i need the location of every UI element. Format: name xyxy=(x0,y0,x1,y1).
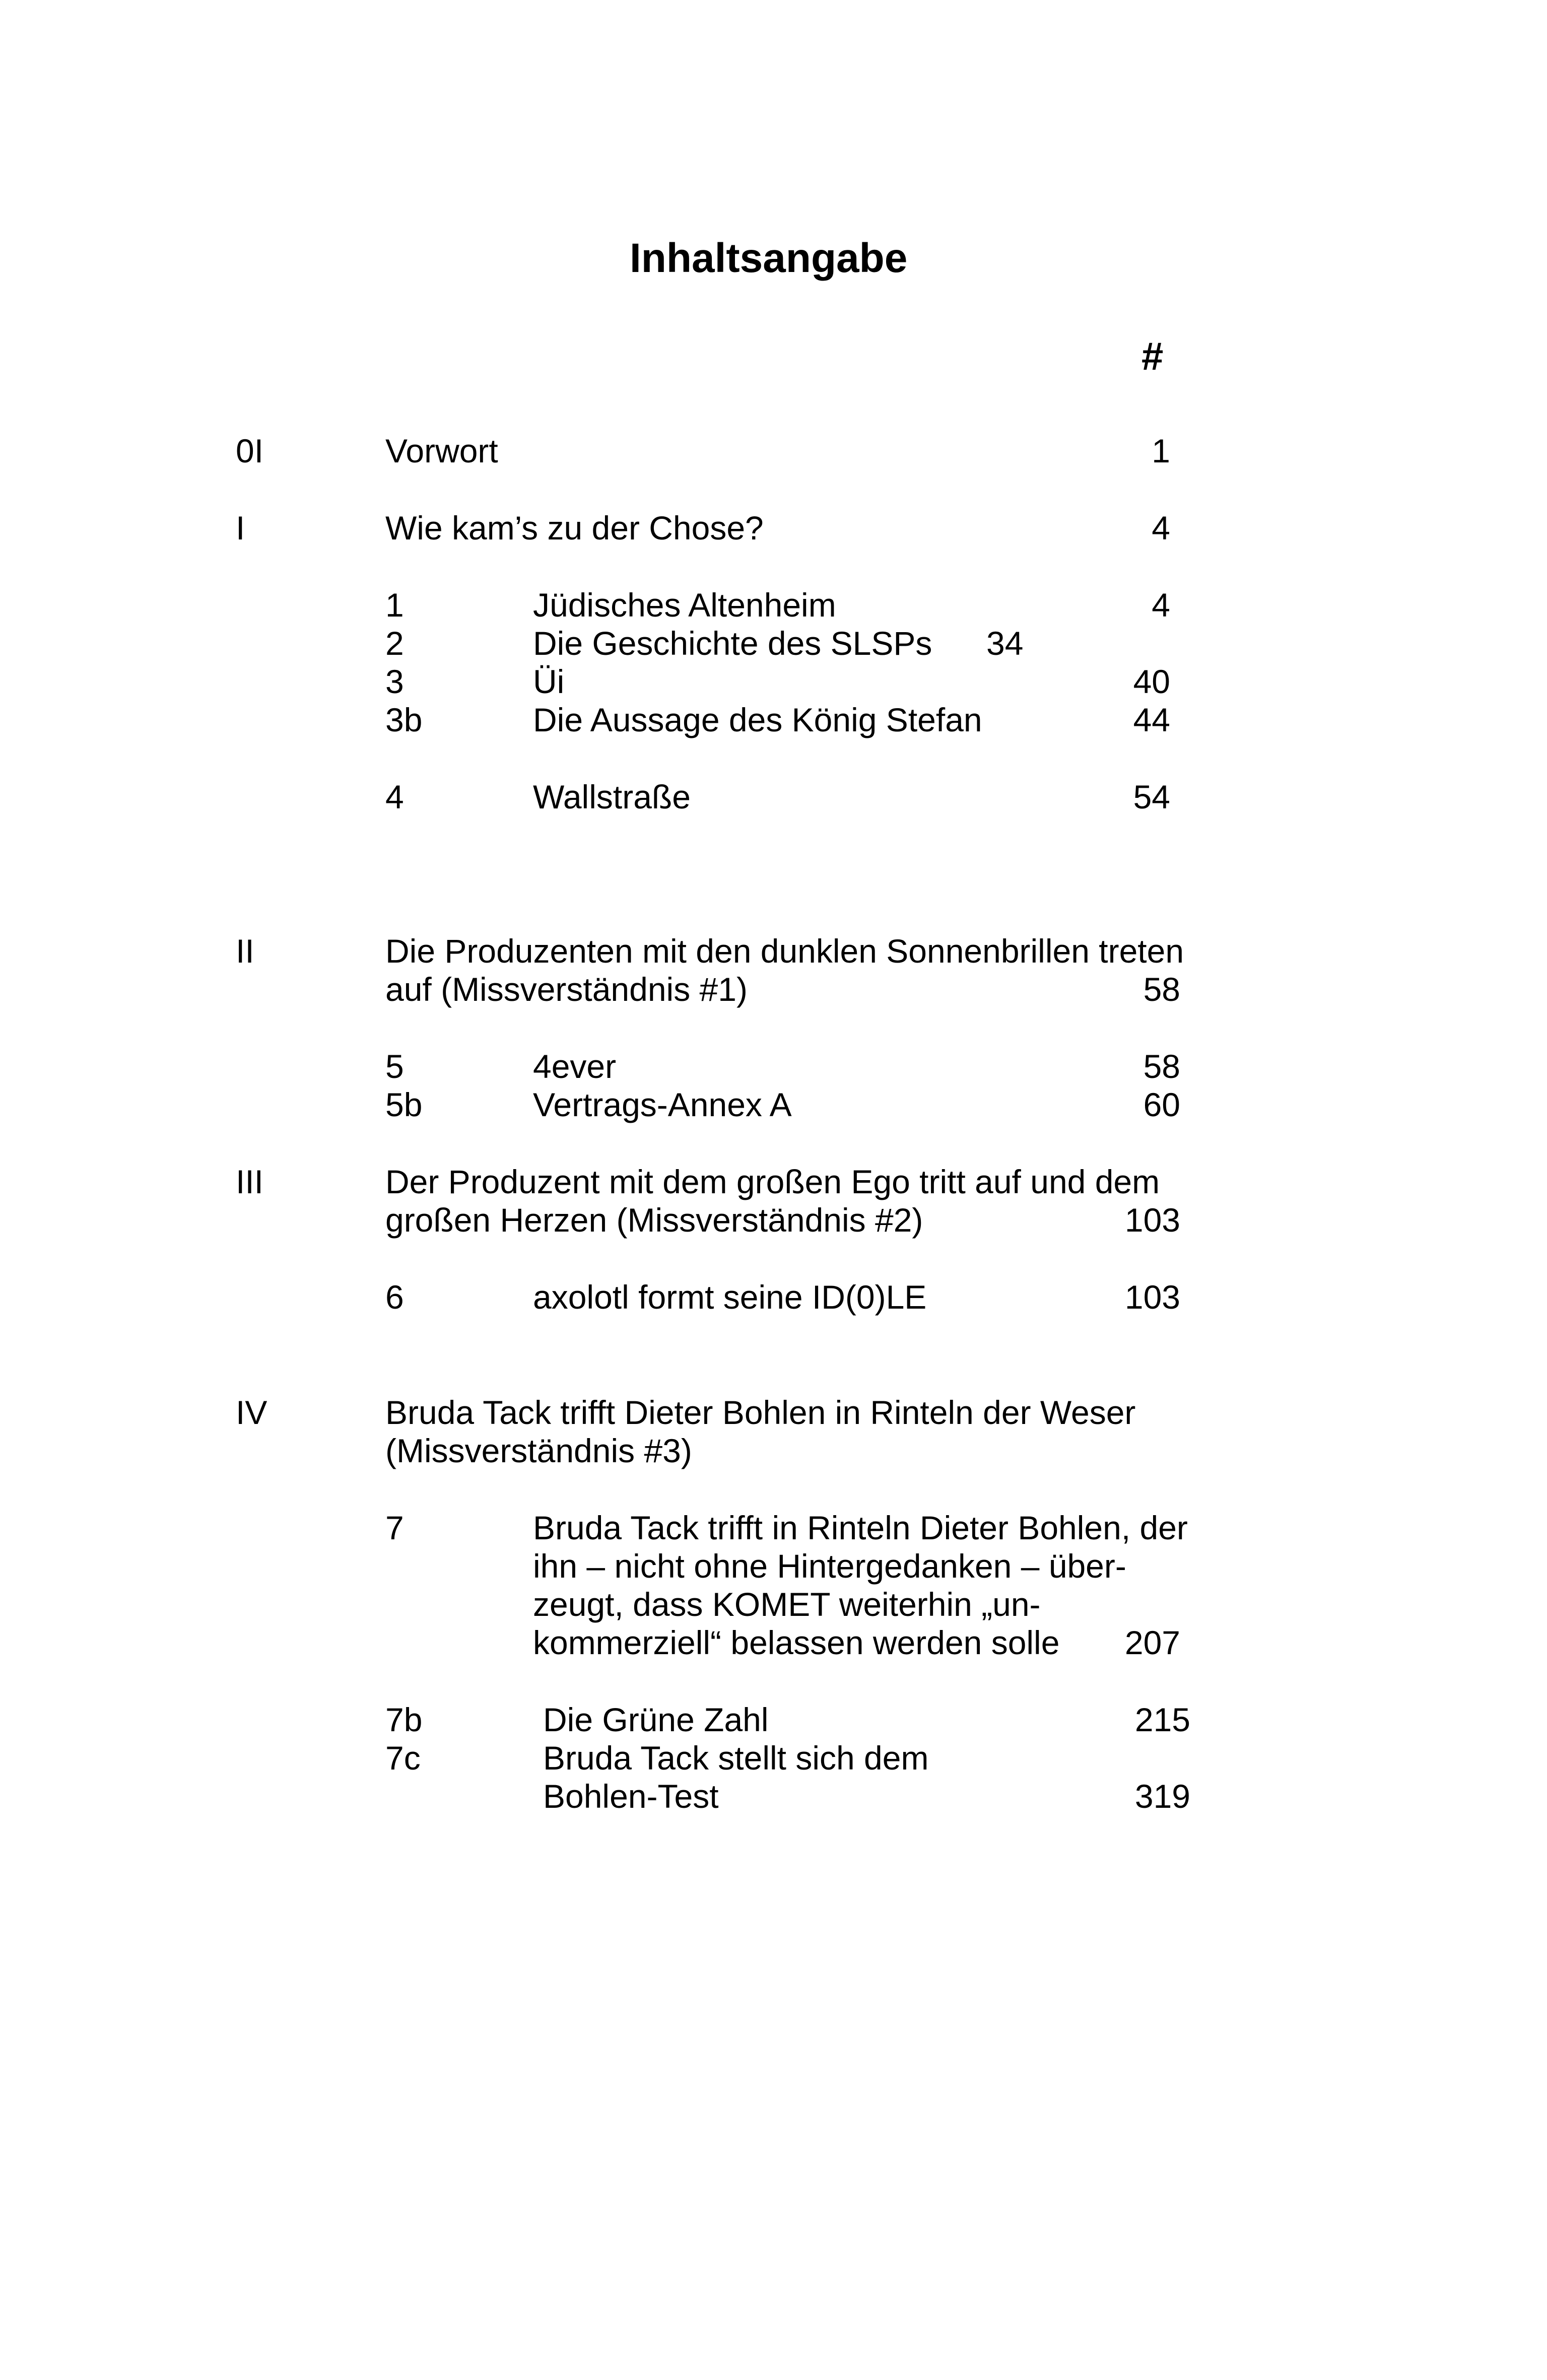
section-page-number: 58 xyxy=(1143,1048,1180,1085)
section-title: axolotl formt seine ID(0)LE xyxy=(533,1278,927,1316)
section-number: 5b xyxy=(385,1086,423,1123)
section-title-line: zeugt, dass KOMET weiterhin „un- xyxy=(533,1586,1041,1623)
chapter-title-line: (Missverständnis #3) xyxy=(385,1432,692,1469)
chapter-label: II xyxy=(236,932,254,970)
section-title-line: Bohlen-Test xyxy=(543,1778,719,1815)
section-page-number: 40 xyxy=(1133,663,1170,700)
chapter-page-number: 103 xyxy=(1124,1201,1180,1239)
section-title: Jüdisches Altenheim xyxy=(533,586,836,624)
page-column-header: # xyxy=(1141,334,1164,378)
section-number: 5 xyxy=(385,1048,404,1085)
section-page-number: 319 xyxy=(1134,1778,1190,1815)
section-page-number: 34 xyxy=(986,625,1024,662)
chapter-label: III xyxy=(236,1163,264,1200)
chapter-label: IV xyxy=(236,1394,267,1431)
section-page-number: 60 xyxy=(1143,1086,1180,1123)
chapter-page-number: 4 xyxy=(1152,509,1170,547)
chapter-title-line: großen Herzen (Missverständnis #2) xyxy=(385,1201,923,1239)
section-number: 7b xyxy=(385,1701,423,1738)
section-number: 1 xyxy=(385,586,404,624)
section-title: Üi xyxy=(533,663,565,700)
chapter-title: Vorwort xyxy=(385,432,498,469)
section-page-number: 4 xyxy=(1152,586,1170,624)
chapter-title: Wie kam’s zu der Chose? xyxy=(385,509,764,547)
section-title-line: kommerziell“ belassen werden solle xyxy=(533,1624,1060,1661)
section-number: 7 xyxy=(385,1509,404,1546)
section-page-number: 44 xyxy=(1133,701,1170,738)
page-title: Inhaltsangabe xyxy=(630,235,908,281)
section-number: 7c xyxy=(385,1739,421,1777)
section-page-number: 215 xyxy=(1134,1701,1190,1738)
section-number: 3 xyxy=(385,663,404,700)
chapter-title-line: Bruda Tack trifft Dieter Bohlen in Rinteln der Weser xyxy=(385,1394,1136,1431)
section-number: 2 xyxy=(385,625,404,662)
section-title: Die Aussage des König Stefan xyxy=(533,701,982,738)
section-title: Wallstraße xyxy=(533,778,691,815)
section-title-line: Bruda Tack trifft in Rinteln Dieter Bohlen, der xyxy=(533,1509,1188,1546)
chapter-title-line: Die Produzenten mit den dunklen Sonnenbrillen treten xyxy=(385,932,1184,970)
section-number: 3b xyxy=(385,701,423,738)
chapter-title-line: Der Produzent mit dem großen Ego tritt auf und dem xyxy=(385,1163,1160,1200)
section-title: 4ever xyxy=(533,1048,617,1085)
section-title-line: ihn – nicht ohne Hintergedanken – über- xyxy=(533,1547,1126,1585)
section-title: Die Grüne Zahl xyxy=(543,1701,769,1738)
chapter-page-number: 58 xyxy=(1143,971,1180,1008)
section-page-number: 207 xyxy=(1124,1624,1180,1661)
chapter-label: 0I xyxy=(236,432,264,469)
section-page-number: 54 xyxy=(1133,778,1170,815)
section-number: 4 xyxy=(385,778,404,815)
chapter-title-line: auf (Missverständnis #1) xyxy=(385,971,748,1008)
chapter-label: I xyxy=(236,509,245,547)
section-title: Vertrags-Annex A xyxy=(533,1086,792,1123)
section-title: Die Geschichte des SLSPs xyxy=(533,625,932,662)
section-number: 6 xyxy=(385,1278,404,1316)
section-title-line: Bruda Tack stellt sich dem xyxy=(543,1739,929,1777)
section-page-number: 103 xyxy=(1124,1278,1180,1316)
chapter-page-number: 1 xyxy=(1152,432,1170,469)
